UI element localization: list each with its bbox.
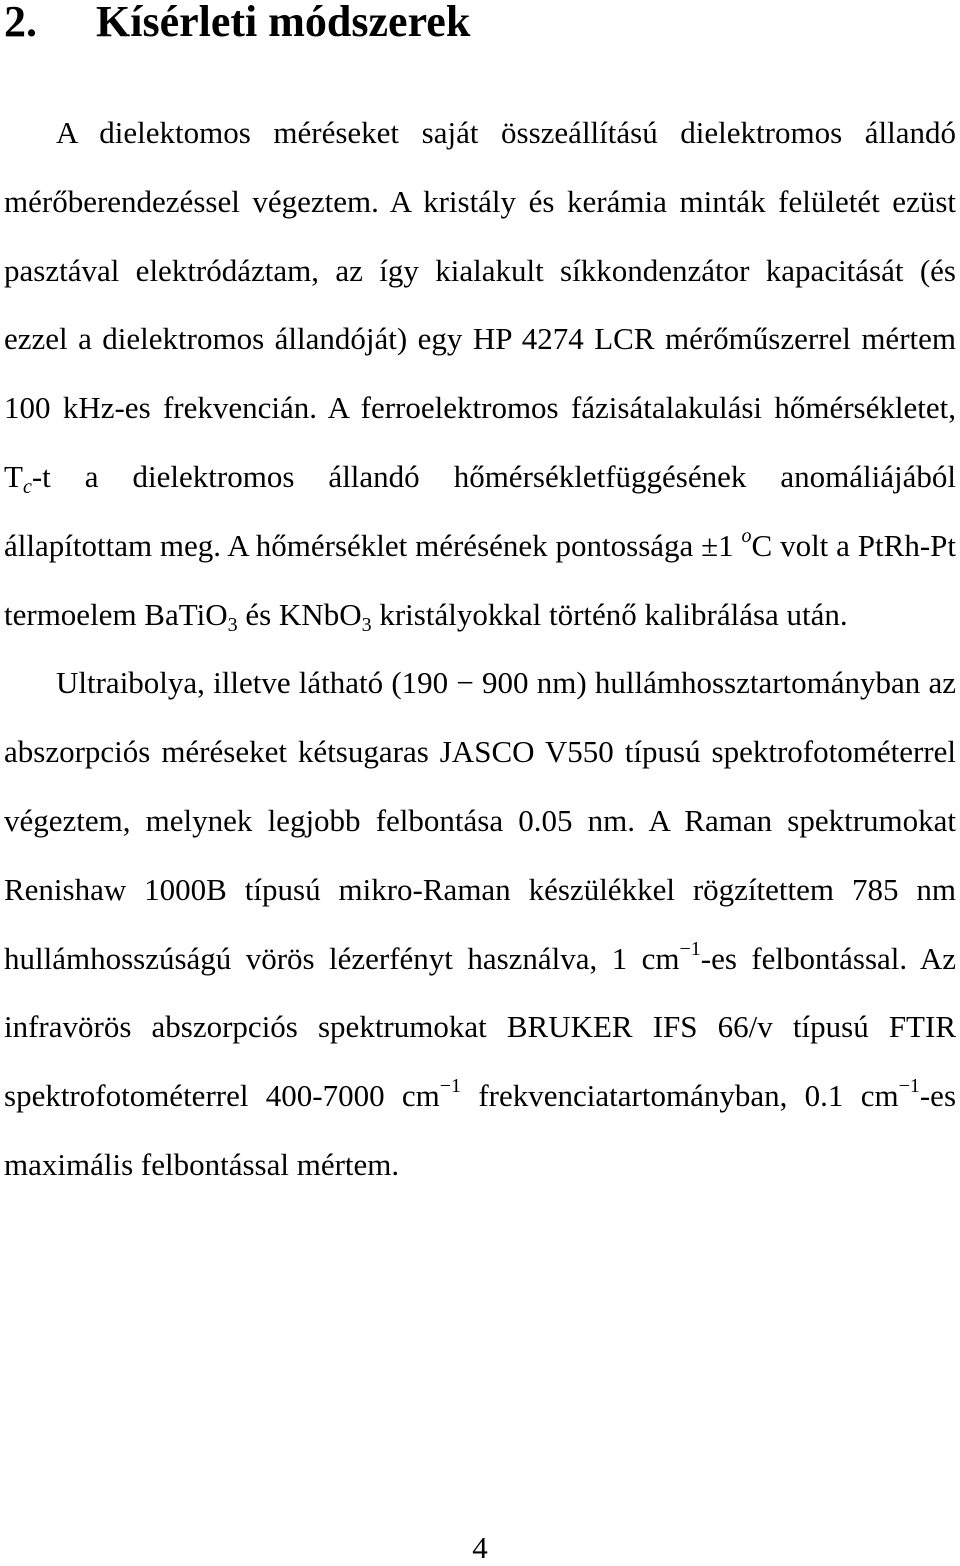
- knbo3-subscript: 3: [361, 613, 372, 636]
- section-number: 2.: [4, 0, 37, 46]
- paragraph2-text-2: -es felbontással. Az infravörös abszorpciós spektrumokat BRUKER IFS 66/v típusú FTIR spektrofotométerrel 400-7000 cm: [4, 940, 956, 1114]
- paragraph-dielectric-measurements: [4, 99, 956, 649]
- section-heading: [4, 0, 470, 44]
- page-number: 4: [472, 1530, 488, 1565]
- inverse-cm-superscript-1: −1: [679, 937, 701, 960]
- body-text: [4, 99, 956, 1200]
- paragraph1-text-4: és KNbO: [237, 596, 362, 632]
- paragraph2-text-1: Ultraibolya, illetve látható (190 − 900 nm) hullámhossztartományban az abszorpciós méréseket kétsugaras JASCO V550 típusú spektrofotométerrel végeztem, melynek legjobb felbontása 0.05 nm. A Raman spektrumokat Renishaw 1000B típusú mikro-Raman készülékkel rögzítettem 785 nm hullámhosszúságú vörös lézerfényt használva, 1 cm: [4, 665, 956, 976]
- paragraph2-text-4: -es maximális felbontással mértem.: [4, 1078, 957, 1182]
- paragraph1-text-3: C volt a PtRh-Pt termoelem BaTiO: [4, 527, 956, 632]
- paragraph1-text-2: -t a dielektromos állandó hőmérsékletfüggésének anomáliájából állapítottam meg. A hőmérséklet mérésének pontossága ±1: [4, 458, 956, 563]
- paragraph1-text-5: kristályokkal történő kalibrálása után.: [371, 596, 848, 632]
- degree-superscript: o: [741, 524, 752, 547]
- paragraph-spectroscopy: [4, 649, 956, 1199]
- paragraph1-text-1: A dielektomos méréseket saját összeállítású dielektromos állandó mérőberendezéssel végeztem. A kristály és kerámia minták felületét ezüst pasztával elektródáztam, az így kialakult síkkondenzátor kapacitását (és ezzel a dielektromos állandóját) egy HP 4274 LCR mérőműszerrel mértem 100 kHz-es frekvencián. A ferroelektromos fázisátalakulási hőmérsékletet, T: [4, 115, 956, 494]
- inverse-cm-superscript-2: −1: [439, 1075, 462, 1098]
- paragraph2-text-3: frekvenciatartományban, 0.1 cm: [461, 1078, 899, 1114]
- inverse-cm-superscript-3: −1: [898, 1075, 920, 1098]
- section-title: Kísérleti módszerek: [96, 0, 471, 46]
- batio3-subscript: 3: [227, 613, 238, 636]
- tc-subscript: c: [22, 475, 32, 498]
